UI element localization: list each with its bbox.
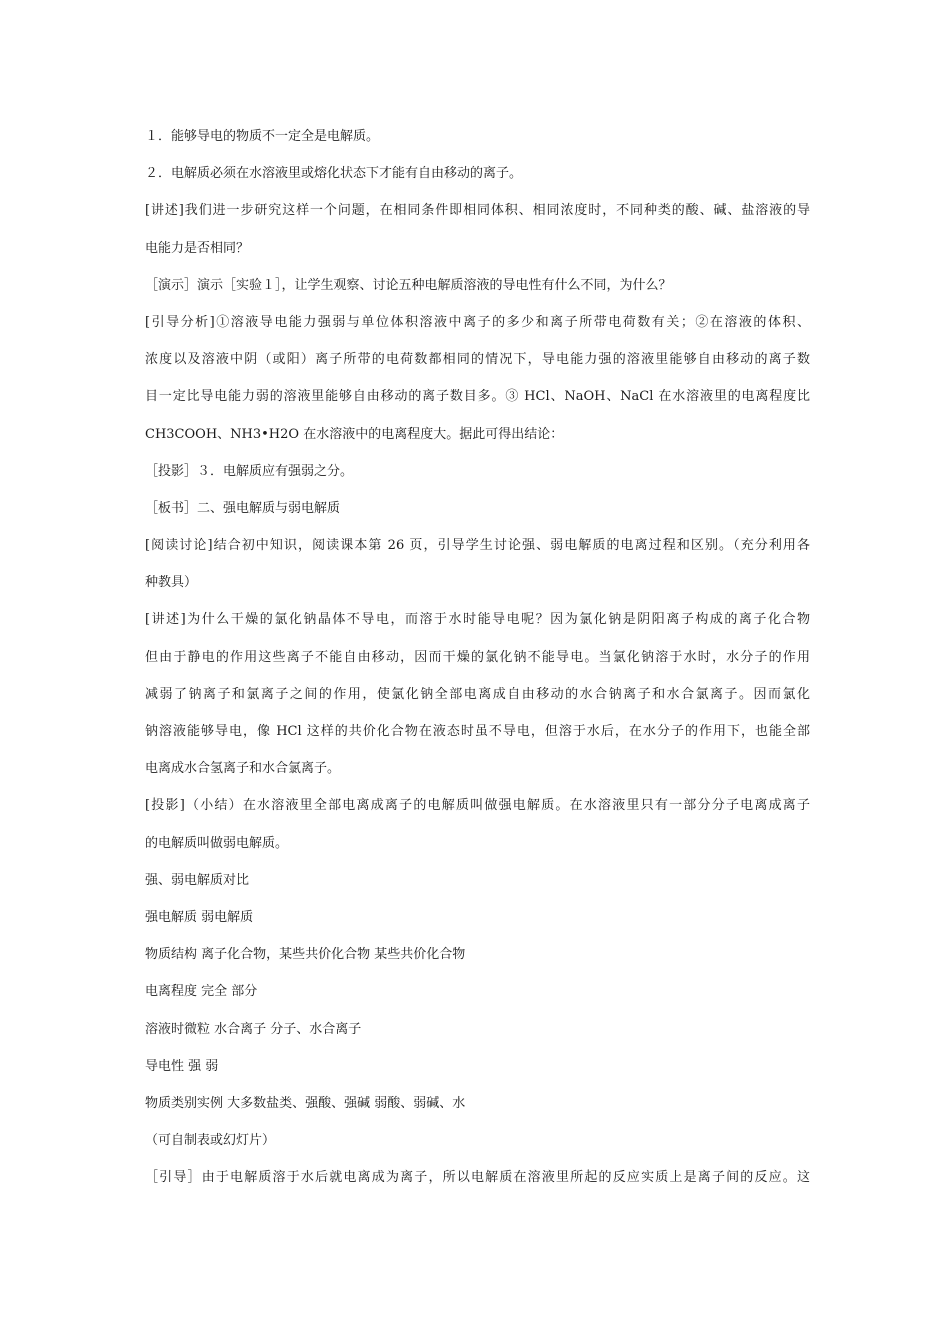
text-line: 电离成水合氢离子和水合氯离子。 [145,761,341,777]
text-line: 减弱了钠离子和氯离子之间的作用，使氯化钠全部电离成自由移动的水合钠离子和水合氯离子。因而氯化 [145,686,810,702]
text-line: [阅读讨论]结合初中知识，阅读课本第 26 页，引导学生讨论强、弱电解质的电离过程和区别。（充分利用各 [145,538,810,554]
text-line: 的电解质叫做弱电解质。 [145,835,289,851]
text-line: ［板书］二、强电解质与弱电解质 [145,500,341,516]
text-line: 浓度以及溶液中阴（或阳）离子所带的电荷数都相同的情况下，导电能力强的溶液里能够自由移动的离子数 [145,352,810,368]
document-body [145,118,810,1196]
text-line: １．能够导电的物质不一定全是电解质。 [145,129,380,144]
text-line: （可自制表或幻灯片） [145,1133,276,1149]
text-line: 溶液时微粒 水合离子 分子、水合离子 [145,1021,362,1037]
text-line: [讲述]为什么干燥的氯化钠晶体不导电，而溶于水时能导电呢？因为氯化钠是阴阳离子构成的离子化合物 [145,612,810,628]
text-line: 电离程度 完全 部分 [145,984,258,1000]
text-line: 种教具） [145,575,198,591]
text-line: [讲述]我们进一步研究这样一个问题，在相同条件即相同体积、相同浓度时，不同种类的酸、碱、盐溶液的导 [145,203,810,219]
text-line: 物质类别实例 大多数盐类、强酸、强碱 弱酸、弱碱、水 [145,1095,466,1111]
text-line: CH3COOH、NH3•H2O 在水溶液中的电离程度大。据此可得出结论： [145,426,564,442]
text-line: ［引导］由于电解质溶于水后就电离成为离子，所以电解质在溶液里所起的反应实质上是离子间的反应。这 [145,1170,810,1186]
text-line: ［演示］演示［实验１］，让学生观察、讨论五种电解质溶液的导电性有什么不同，为什么？ [145,277,672,293]
text-line: ２．电解质必须在水溶液里或熔化状态下才能有自由移动的离子。 [145,166,523,182]
text-line: 强电解质 弱电解质 [145,909,254,925]
text-line: 导电性 强 弱 [145,1058,219,1074]
text-line: 电能力是否相同？ [145,240,250,256]
text-line: 目一定比导电能力弱的溶液里能够自由移动的离子数目多。③ HCl、NaOH、NaCl 在水溶液里的电离程度比 [145,389,810,405]
text-line: ［投影］３．电解质应有强弱之分。 [145,463,354,479]
text-line: 强、弱电解质对比 [145,872,250,888]
text-line: [引导分析]①溶液导电能力强弱与单位体积溶液中离子的多少和离子所带电荷数有关；②在溶液的体积、 [145,314,810,330]
text-line: 但由于静电的作用这些离子不能自由移动，因而干燥的氯化钠不能导电。当氯化钠溶于水时，水分子的作用 [145,649,810,665]
text-line: 物质结构 离子化合物，某些共价化合物 某些共价化合物 [145,947,466,963]
text-line: 钠溶液能够导电，像 HCl 这样的共价化合物在液态时虽不导电，但溶于水后，在水分子的作用下，也能全部 [145,724,810,739]
text-line: [投影]（小结）在水溶液里全部电离成离子的电解质叫做强电解质。在水溶液里只有一部分分子电离成离子 [145,798,810,814]
